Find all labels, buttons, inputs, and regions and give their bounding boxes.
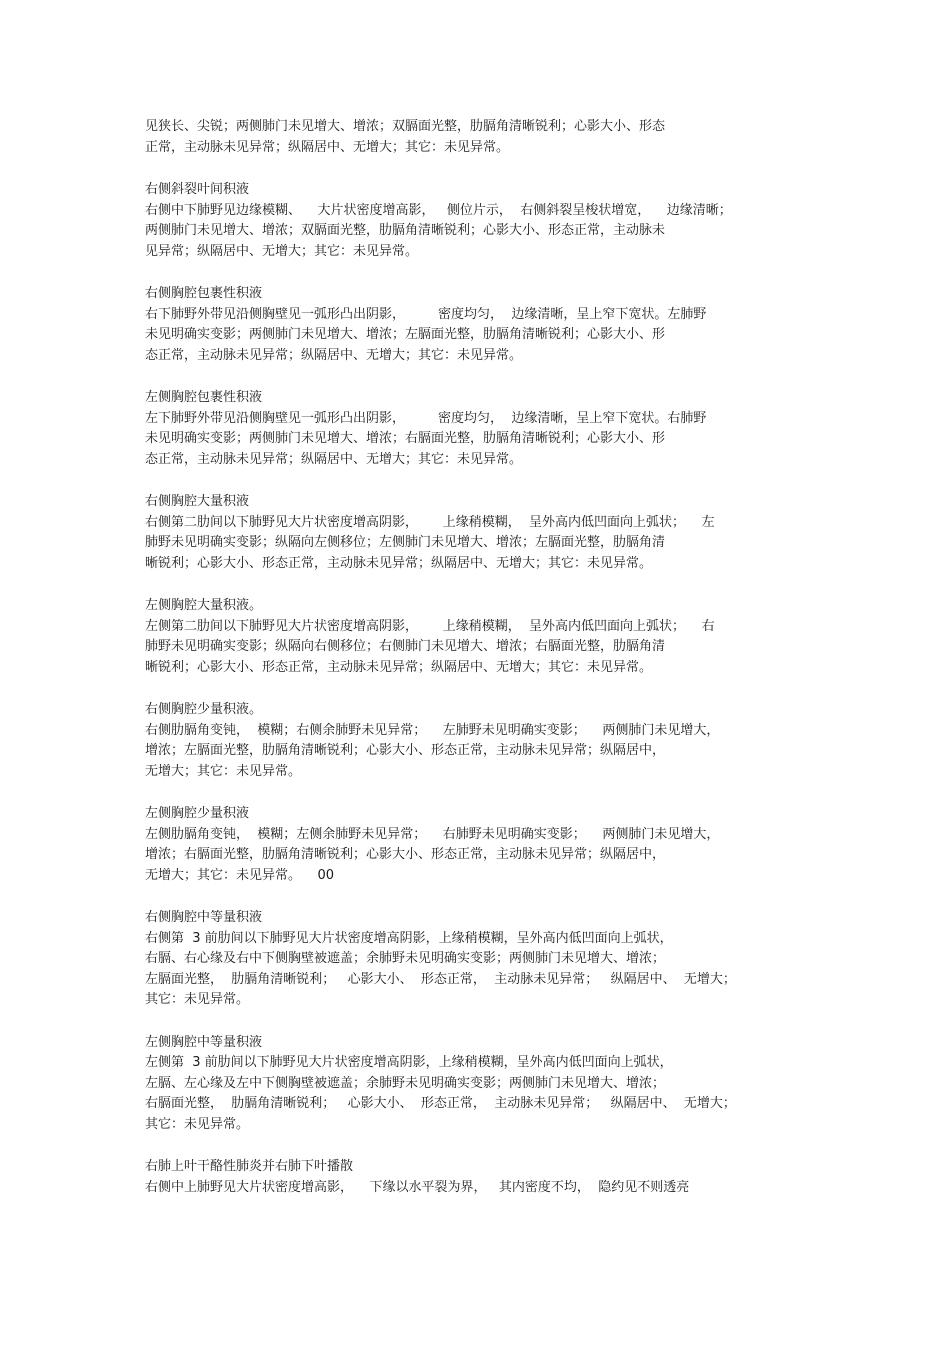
section-title: 左侧胸腔包裹性积液 [145,390,263,405]
report-section [145,1033,810,1136]
report-section [145,388,810,470]
body-text-line: 左侧肋膈角变钝， 模糊；左侧余肺野未见异常； 右肺野未见明确实变影； 两侧肺门未见增大， [145,826,720,842]
body-text-line: 右侧中上肺野见大片状密度增高影， 下缘以水平裂为界， 其内密度不均， 隐约见不则透亮 [145,1179,690,1195]
body-text-line: 右膈面光整， 肋膈角清晰锐利； 心影大小、 形态正常， 主动脉未见异常； 纵隔居中、 无增大； [145,1096,736,1111]
body-text-line: 左侧第 3 前肋间以下肺野见大片状密度增高阴影，上缘稍模糊，呈外高内低凹面向上弧状， [145,1055,673,1070]
body-text-line: 态正常，主动脉未见异常；纵隔居中、无增大；其它：未见异常。 [145,451,523,467]
document-page [145,117,810,1220]
body-text-line: 左下肺野外带见沿侧胸壁见一弧形凸出阴影， 密度均匀， 边缘清晰，呈上窄下宽状。右肺野 [145,410,707,426]
body-text-line: 增浓；右膈面光整，肋膈角清晰锐利；心影大小、形态正常，主动脉未见异常；纵隔居中， [145,847,666,862]
report-section [145,804,810,886]
body-text-line: 见异常；纵隔居中、无增大；其它：未见异常。 [145,243,419,259]
body-text-line: 正常，主动脉未见异常；纵隔居中、无增大；其它：未见异常。 [145,139,510,155]
section-title: 右侧胸腔少量积液。 [145,702,263,717]
section-title: 左侧胸腔大量积液。 [145,598,263,613]
section-title: 右侧胸腔大量积液 [145,494,250,509]
body-text-line: 增浓；左膈面光整，肋膈角清晰锐利；心影大小、形态正常，主动脉未见异常；纵隔居中， [145,743,666,758]
report-section [145,117,810,158]
body-text-line: 未见明确实变影；两侧肺门未见增大、增浓；右膈面光整，肋膈角清晰锐利；心影大小、形 [145,431,666,446]
body-text-line: 其它：未见异常。 [145,1116,250,1132]
body-text-line: 肺野未见明确实变影；纵隔向左侧移位；左侧肺门未见增大、增浓；左膈面光整，肋膈角清 [145,535,666,550]
report-section [145,1157,810,1198]
body-text-line: 晰锐利；心影大小、形态正常，主动脉未见异常；纵隔居中、无增大；其它：未见异常。 [145,659,653,675]
report-section [145,700,810,782]
report-section [145,908,810,1011]
body-text-line: 右侧第 3 前肋间以下肺野见大片状密度增高阴影，上缘稍模糊，呈外高内低凹面向上弧状， [145,930,673,946]
body-text-line: 右膈、右心缘及右中下侧胸壁被遮盖；余肺野未见明确实变影；两侧肺门未见增大、增浓； [145,951,666,966]
body-text-line: 无增大；其它：未见异常。 00 [145,867,335,883]
section-title: 右侧斜裂叶间积液 [145,182,250,197]
body-text-line: 右侧中下肺野见边缘模糊、 大片状密度增高影， 侧位片示， 右侧斜裂呈梭状增宽， 边缘清晰； [145,202,732,218]
body-text-line: 晰锐利；心影大小、形态正常，主动脉未见异常；纵隔居中、无增大；其它：未见异常。 [145,555,653,571]
body-text-line: 右下肺野外带见沿侧胸壁见一弧形凸出阴影， 密度均匀， 边缘清晰，呈上窄下宽状。左肺野 [145,306,707,322]
body-text-line: 肺野未见明确实变影；纵隔向右侧移位；右侧肺门未见增大、增浓；右膈面光整，肋膈角清 [145,639,666,654]
body-text-line: 见狭长、尖锐；两侧肺门未见增大、增浓；双膈面光整，肋膈角清晰锐利；心影大小、形态 [145,119,666,134]
report-section [145,492,810,574]
body-text-line: 未见明确实变影；两侧肺门未见增大、增浓；左膈面光整，肋膈角清晰锐利；心影大小、形 [145,327,666,342]
report-section [145,180,810,262]
body-text-line: 态正常，主动脉未见异常；纵隔居中、无增大；其它：未见异常。 [145,347,523,363]
section-title: 右侧胸腔中等量积液 [145,910,263,925]
report-section [145,284,810,366]
body-text-line: 其它：未见异常。 [145,992,250,1007]
body-text-line: 无增大；其它：未见异常。 [145,763,302,779]
section-title: 右侧胸腔包裹性积液 [145,286,263,301]
body-text-line: 两侧肺门未见增大、增浓；双膈面光整，肋膈角清晰锐利；心影大小、形态正常，主动脉未 [145,223,666,238]
report-section [145,596,810,678]
section-title: 左侧胸腔少量积液 [145,806,250,821]
body-text-line: 右侧肋膈角变钝， 模糊；右侧余肺野未见异常； 左肺野未见明确实变影； 两侧肺门未见增大， [145,722,720,738]
body-text-line: 左侧第二肋间以下肺野见大片状密度增高阴影， 上缘稍模糊， 呈外高内低凹面向上弧状； 右 [145,618,715,634]
body-text-line: 右侧第二肋间以下肺野见大片状密度增高阴影， 上缘稍模糊， 呈外高内低凹面向上弧状； 左 [145,514,715,530]
body-text-line: 左膈、左心缘及左中下侧胸壁被遮盖；余肺野未见明确实变影；两侧肺门未见增大、增浓； [145,1075,666,1091]
body-text-line: 左膈面光整， 肋膈角清晰锐利； 心影大小、 形态正常， 主动脉未见异常； 纵隔居中、 无增大； [145,971,736,987]
section-title: 右肺上叶干酪性肺炎并右肺下叶播散 [145,1159,354,1174]
section-title: 左侧胸腔中等量积液 [145,1034,263,1050]
